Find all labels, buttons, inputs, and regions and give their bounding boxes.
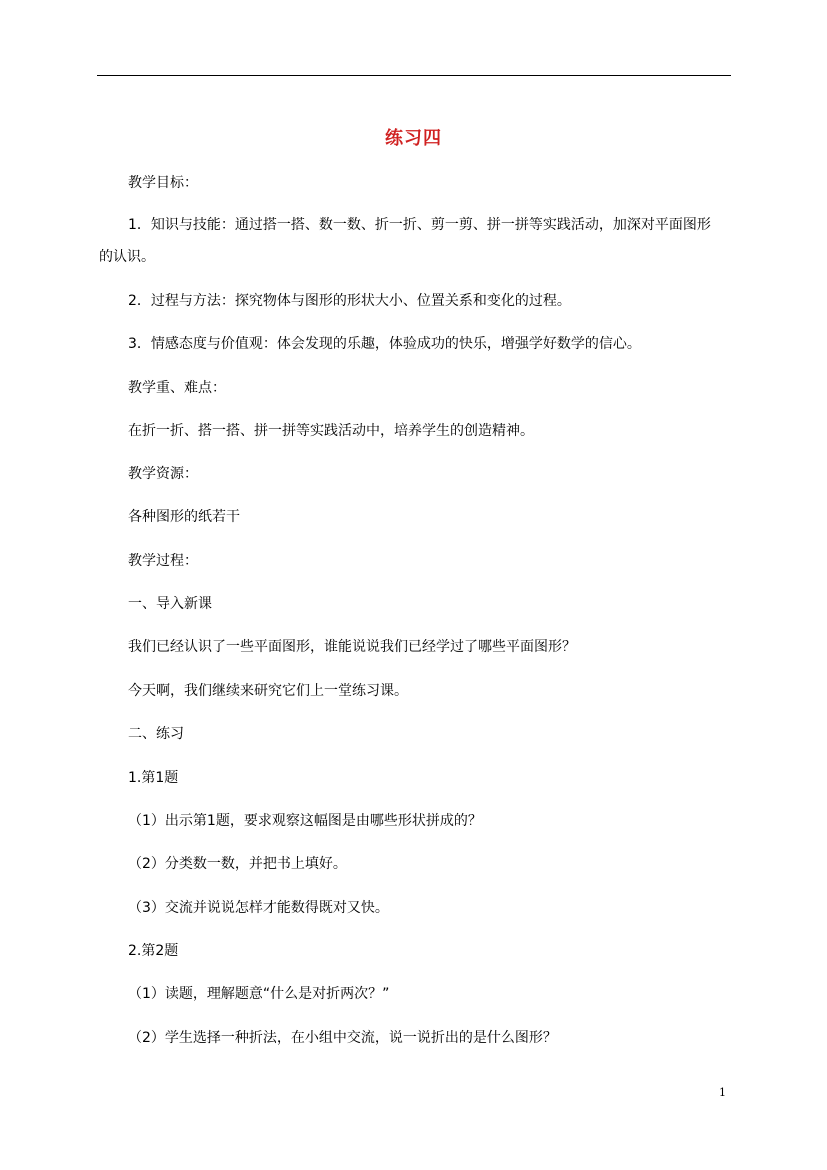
intro-text-2: 今天啊，我们继续来研究它们上一堂练习课。 <box>128 683 408 699</box>
intro-text-1: 我们已经认识了一些平面图形，谁能说说我们已经学过了哪些平面图形？ <box>128 639 576 655</box>
question-2-step-2: （2）学生选择一种折法，在小组中交流，说一说折出的是什么图形？ <box>128 1030 557 1046</box>
heading-key-points: 教学重、难点： <box>128 380 226 396</box>
question-2-heading: 2.第2题 <box>128 943 179 959</box>
key-points-text: 在折一折、搭一搭、拼一拼等实践活动中，培养学生的创造精神。 <box>128 423 534 439</box>
page-title: 练习四 <box>385 128 442 149</box>
question-1-step-1: （1）出示第1题，要求观察这幅图是由哪些形状拼成的？ <box>128 813 482 829</box>
objective-1: 1．知识与技能：通过搭一搭、数一数、折一折、剪一剪、拼一拼等实践活动，加深对平面图形 <box>128 217 711 233</box>
header-rule <box>97 75 731 76</box>
question-1-heading: 1.第1题 <box>128 770 179 786</box>
objective-3: 3．情感态度与价值观：体会发现的乐趣，体验成功的快乐，增强学好数学的信心。 <box>128 336 641 352</box>
heading-process: 教学过程： <box>128 553 198 569</box>
objective-2: 2．过程与方法：探究物体与图形的形状大小、位置关系和变化的过程。 <box>128 293 571 309</box>
question-1-step-3: （3）交流并说说怎样才能数得既对又快。 <box>128 900 389 916</box>
objective-1-cont: 的认识。 <box>99 249 155 265</box>
section-intro: 一、导入新课 <box>128 596 212 612</box>
heading-objectives: 教学目标： <box>128 175 198 191</box>
resources-text: 各种图形的纸若干 <box>128 509 240 525</box>
section-practice: 二、练习 <box>128 726 184 742</box>
question-1-step-2: （2）分类数一数，并把书上填好。 <box>128 856 347 872</box>
page-number: 1 <box>719 1086 726 1099</box>
heading-resources: 教学资源： <box>128 466 198 482</box>
question-2-step-1: （1）读题，理解题意“什么是对折两次？” <box>128 986 390 1002</box>
